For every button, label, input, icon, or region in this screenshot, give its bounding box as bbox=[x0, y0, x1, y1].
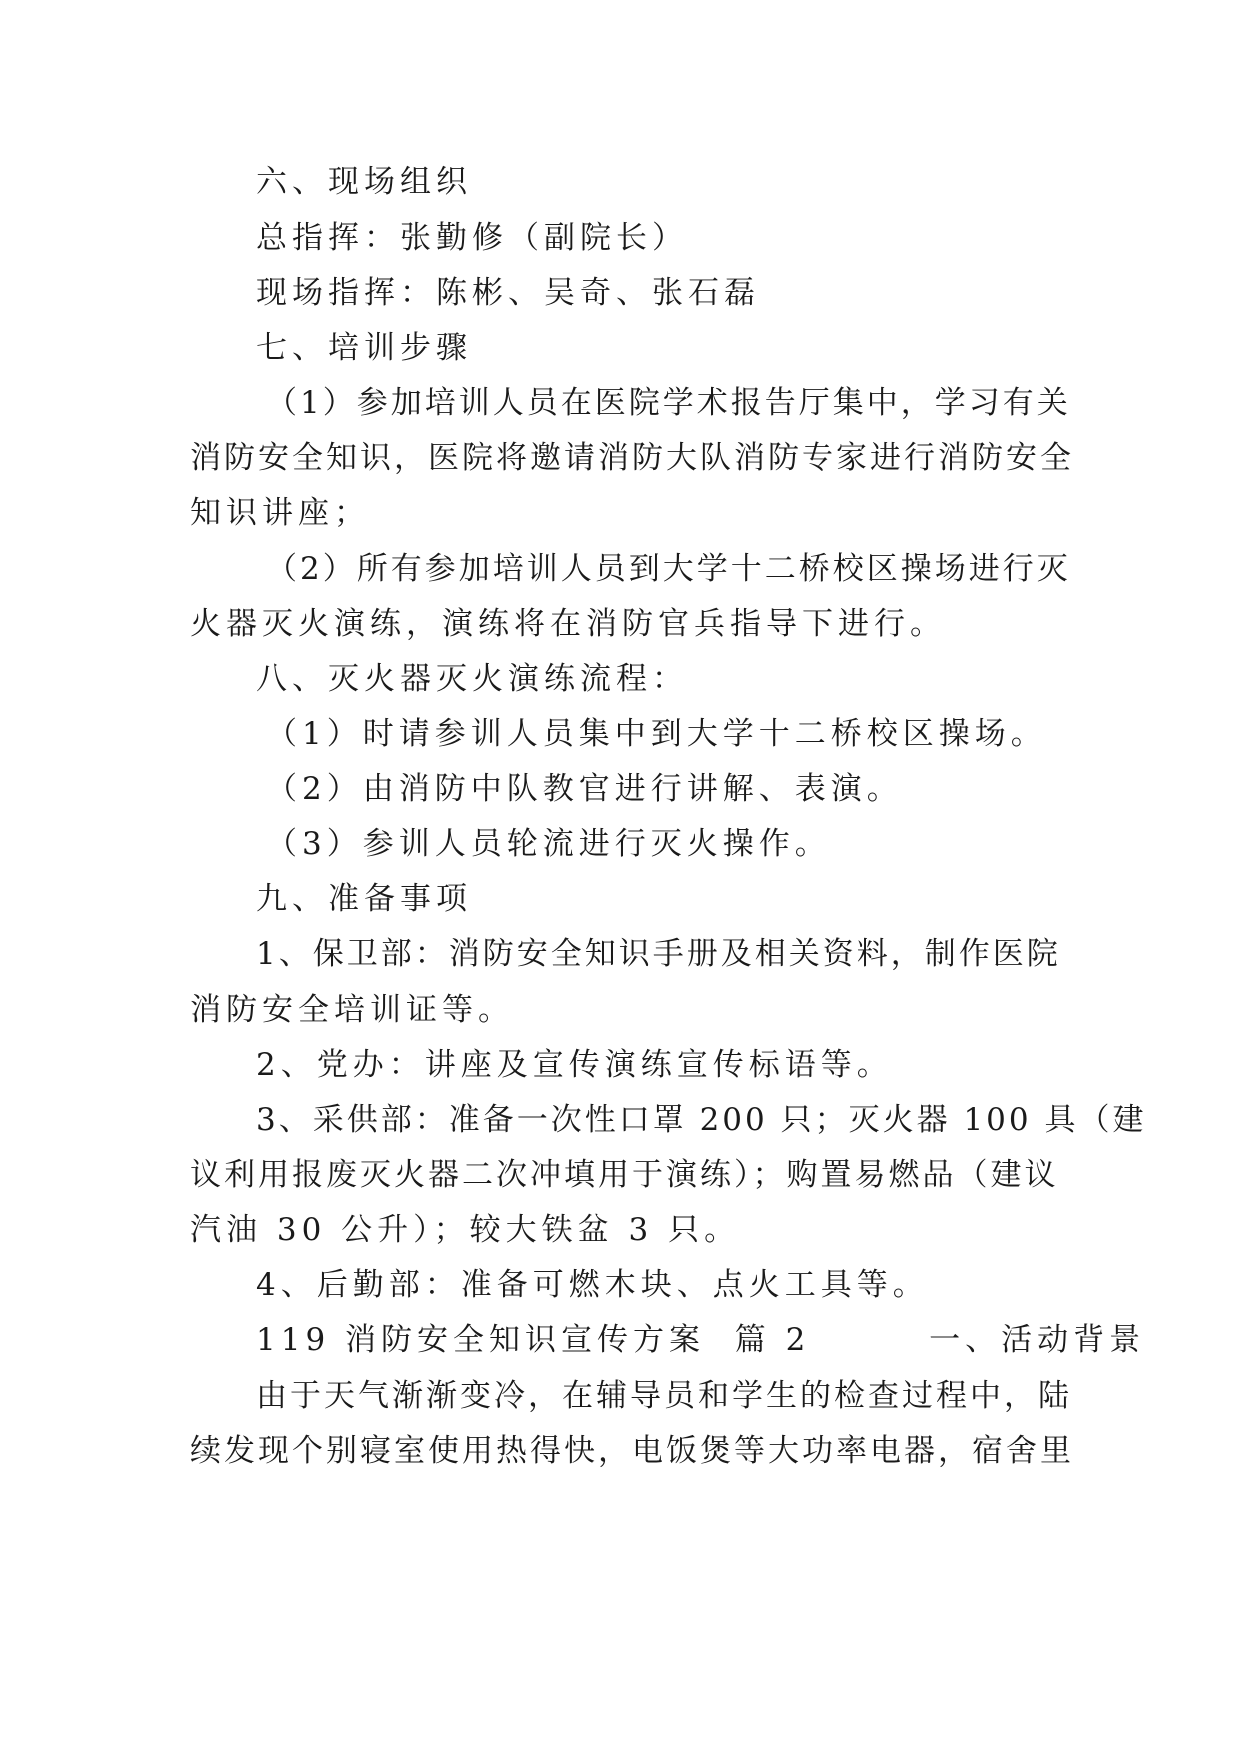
text-line: （1）时请参训人员集中到大学十二桥校区操场。 bbox=[266, 716, 1047, 752]
section-heading-6: 六、现场组织 bbox=[256, 164, 472, 200]
text-line: 汽油 30 公升）；较大铁盆 3 只。 bbox=[190, 1212, 741, 1248]
text-line: 4、后勤部：准备可燃木块、点火工具等。 bbox=[256, 1267, 929, 1303]
text-line: 续发现个别寝室使用热得快，电饭煲等大功率电器，宿舍里 bbox=[190, 1433, 1074, 1469]
text-line: 消防安全知识，医院将邀请消防大队消防专家进行消防安全 bbox=[190, 440, 1074, 476]
text-line: （2）所有参加培训人员到大学十二桥校区操场进行灭 bbox=[266, 551, 1071, 587]
section-heading-7: 七、培训步骤 bbox=[256, 330, 472, 366]
section-heading-9: 九、准备事项 bbox=[256, 881, 472, 917]
text-line: 总指挥：张勤修（副院长） bbox=[256, 220, 688, 256]
text-line: 3、采供部：准备一次性口罩 200 只；灭火器 100 具（建 bbox=[256, 1102, 1147, 1138]
text-line: 消防安全培训证等。 bbox=[190, 992, 514, 1028]
text-line: 1、保卫部：消防安全知识手册及相关资料，制作医院 bbox=[256, 936, 1061, 972]
section-heading-8: 八、灭火器灭火演练流程： bbox=[256, 661, 688, 697]
text-line: （2）由消防中队教官进行讲解、表演。 bbox=[266, 771, 903, 807]
text-line: 议利用报废灭火器二次冲填用于演练）；购置易燃品（建议 bbox=[190, 1157, 1059, 1193]
text-line: （3）参训人员轮流进行灭火操作。 bbox=[266, 826, 831, 862]
text-line: 2、党办：讲座及宣传演练宣传标语等。 bbox=[256, 1047, 893, 1083]
text-line: 知识讲座； bbox=[190, 495, 370, 531]
text-line: 现场指挥：陈彬、吴奇、张石磊 bbox=[256, 275, 760, 311]
text-line: （1）参加培训人员在医院学术报告厅集中，学习有关 bbox=[266, 385, 1071, 421]
text-line: 由于天气渐渐变冷，在辅导员和学生的检查过程中，陆 bbox=[256, 1378, 1072, 1414]
article-heading: 119 消防安全知识宣传方案 篇 2 一、活动背景 bbox=[256, 1322, 1146, 1358]
text-line: 火器灭火演练，演练将在消防官兵指导下进行。 bbox=[190, 606, 946, 642]
